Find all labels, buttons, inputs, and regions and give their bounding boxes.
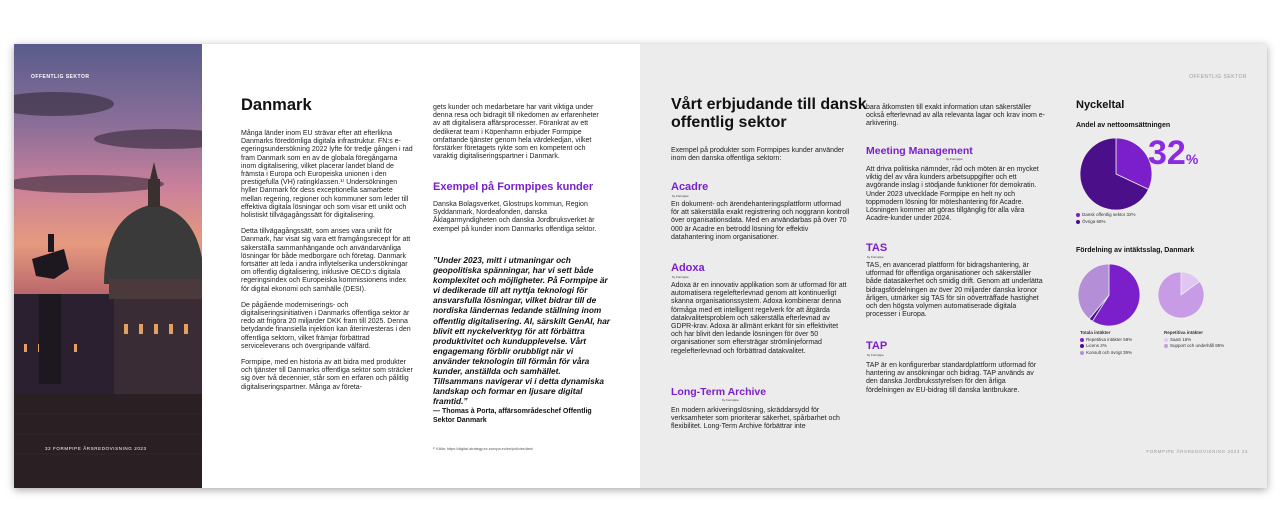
legend-label: SaaS 15% bbox=[1170, 336, 1192, 342]
paragraph: Formpipe, med en historia av att bidra med produkter och tjänster till Danmarks offentliga sektor som sträcker sig över två decennier, står som en erfaren och pålitlig digitaliseringspartner. Många av företa- bbox=[241, 359, 413, 391]
adoxa-text: Adoxa är en innovativ applikation som är utformad för att automatisera regelefterlevnad genom att kontinuerligt skanna organisationssystem. Adoxa kombinerar denna förmåga med ett intelligent regelverk för att åtgärda datakvalitetsproblem och säkerställa efterlevnad av GDPR-krav. Adoxa är allmänt erkänt för sin effektivitet och har blivit den ledande lösningen för över 50 organisationer som eftersträgar strömlinjeformad regelefterlevnad och förbättrad datakvalitet. bbox=[671, 282, 847, 355]
legend-swatch bbox=[1164, 338, 1168, 342]
tap-logo: TAP bbox=[866, 340, 888, 352]
meeting-management-logo: Meeting Management bbox=[866, 145, 973, 157]
legend-title: Totala intäkter bbox=[1080, 330, 1111, 335]
right-page bbox=[640, 44, 1267, 488]
tas-logo: TAS bbox=[866, 242, 888, 254]
kpi1-legend bbox=[1076, 212, 1135, 225]
left-column-2-intro: gets kunder och medarbetare har varit viktiga under denna resa och bidragit till rikedomen av erfarenheter av att digitalisera affärsprocesser. Förankrat av ett dedikerat team i Köpenhamn erbjuder Formpipe omfattande tjänster genom hela värdekedjan, vilket förstärker företagets rykte som en kompetent och varaktig digitaliseringspartner i Danmark. bbox=[433, 104, 599, 161]
long-term-archive-logo: Long-Term Archive bbox=[671, 386, 767, 398]
legend-label: Dansk offentlig sektor 32% bbox=[1082, 212, 1136, 217]
report-spread bbox=[14, 44, 1267, 488]
legend-swatch bbox=[1076, 220, 1080, 224]
kpi1-big-value: 32 bbox=[1148, 134, 1186, 172]
meeting-management-text: Att driva politiska nämnder, råd och möten är en mycket viktig del av våra kunders arbetsuppgifter och ett avgörande inslag i stödjande funktioner för demokratin. Under 2023 utvecklade Formpipe en helt ny och toppmodern lösning för möteshantering för Acadre. Lösningen kommer att göras tillgänglig för alla våra Acadre-kunder under 2024. bbox=[866, 166, 1039, 223]
legend-item bbox=[1080, 350, 1132, 357]
legend-swatch bbox=[1080, 338, 1084, 342]
legend-label: Licens 2% bbox=[1086, 343, 1107, 348]
tas-text: TAS, en avancerad plattform för bidragshantering, är utformad för offentliga organisationer och säkerställer både datasäkerhet och smidig drift. Genom att underlätta bidragsfördelningen av över 20 miljarder danska kronor årligen, utmärker sig TAS för sin oöverträffade hastighet och den högsta volymen automatiserade digitala processer i Europa. bbox=[866, 262, 1043, 319]
pullquote: ”Under 2023, mitt i utmaningar och geopolitiska spänningar, har vi sett både komplexitet och möjligheter. På Formpipe är vi dedikerade till att nyttja teknologi för ansvarsfulla lösningar, vilket bidrar till de nordiska ländernas ledande ställning inom offentlig digitalisering. AI, särskilt GenAI, har blivit ett nyckelverktyg för att förbättra produktivitet och kundupplevelse. Vårt engagemang förblir orubbligt när vi använder teknologin till förmån för våra kunder, anställda och samhället. Tillsammans navigerar vi i detta dynamiska landskap och formar en ljusare digital framtid.” bbox=[433, 255, 611, 407]
total-revenue-pie bbox=[1076, 262, 1142, 328]
quote-attribution: — Thomas à Porta, affärsområdeschef Offentlig Sektor Danmark bbox=[433, 408, 592, 424]
recurring-revenue-pie bbox=[1156, 270, 1206, 320]
left-page bbox=[14, 44, 640, 488]
legend-item bbox=[1076, 219, 1135, 226]
legend-label: Konsult och övrigt 39% bbox=[1086, 349, 1133, 355]
left-section-label: OFFENTLIG SEKTOR bbox=[31, 74, 90, 80]
right-page-footer: FORMPIPE ÅRSREDOVISNING 2023 33 bbox=[1146, 449, 1248, 454]
tap-text: TAP är en konfigurerbar standardplattform utformad för hantering av ansökningar och bidrag. TAP används av den danska Jordbruksstyrelsen för den årliga fördelningen av EU-bidrag till danska lantbrukare. bbox=[866, 362, 1037, 394]
by-formpipe: by Formpipe bbox=[722, 398, 739, 402]
right-intro: Exempel på produkter som Formpipes kunder använder inom den danska offentliga sektorn: bbox=[671, 147, 845, 163]
legend-swatch bbox=[1080, 344, 1084, 348]
left-title: Danmark bbox=[241, 96, 312, 114]
adoxa-logo: Adoxa bbox=[671, 262, 705, 274]
paragraph: Många länder inom EU strävar efter att efterlikna Danmarks föredömliga digitala infrastruktur. FN:s e-egeringsundersökning 2022 lyfte för tredje gången i rad fram Danmark som en av de globala föregångarna inom digitalisering, vilket placerar landet bland de främsta i Europa och Europeiska unionen i den prestigefulla (VH) ratingklassen.¹⁾ Undersökningen hyller Danmark för dess exceptionella samarbete mellan regering, regioner och kommuner som leder till effektiva digitala lösningar och som visar ett unikt och holistiskt tillvägagångssätt för digitalisering. bbox=[241, 130, 413, 220]
right-title: Vårt erbjudande till dansk offentlig sektor bbox=[671, 96, 867, 131]
footnote: ¹⁾ Källa: https://digital-strategy.ec.europa.eu/en/policies/desi bbox=[433, 447, 533, 451]
legend-label: Support och underhåll 85% bbox=[1170, 343, 1225, 348]
examples-text: Danska Bolagsverket, Glostrups kommun, Region Syddanmark, Nordeafonden, danska Åklagarmyndigheten och danska Jordbruksverket är exempel på kunder inom Danmarks offentliga sektor. bbox=[433, 201, 597, 233]
kpi1-subtitle: Andel av nettoomsättningen bbox=[1076, 122, 1171, 129]
kpi-title: Nyckeltal bbox=[1076, 99, 1125, 111]
right-section-label: OFFENTLIG SEKTOR bbox=[1189, 74, 1247, 80]
paragraph: Detta tillvägagångssätt, som anses vara unikt för Danmark, har visat sig vara ett framgångsrecept för att säkerställa sammanhängande och användarvänliga lösningar för både medborgare och företag. Danmark fortsätter att leda i andra inflytelserika undersökningar om offentlig digitalisering, inklusive OECD:s digitala regeringsindex och Europeiska kommissionens index för digital ekonomi och samhälle (DESI). bbox=[241, 228, 411, 293]
legend-swatch bbox=[1164, 344, 1168, 348]
by-formpipe: by Formpipe bbox=[867, 353, 884, 357]
kpi1-pct-sign: % bbox=[1185, 151, 1199, 167]
legend-title: Repetitiva intäkter bbox=[1164, 330, 1204, 335]
kpi2-subtitle: Fördelning av intäktsslag, Danmark bbox=[1076, 247, 1195, 254]
by-formpipe: by Formpipe bbox=[672, 194, 689, 198]
legend-label: Övriga 68% bbox=[1082, 218, 1106, 224]
by-formpipe: by Formpipe bbox=[946, 157, 963, 161]
long-term-archive-text: En modern arkiveringslösning, skräddarsydd för verksamheter som prioriterar säkerhet, spårbarhet och flexibilitet. Long-Term Archive förbättrar inte bbox=[671, 407, 840, 431]
by-formpipe: by Formpipe bbox=[867, 255, 884, 259]
by-formpipe: by Formpipe bbox=[672, 275, 689, 279]
kpi2-total-legend bbox=[1080, 330, 1132, 356]
legend-swatch bbox=[1080, 351, 1084, 355]
acadre-text: En dokument- och ärendehanteringsplattform utformad för att säkerställa exakt registrering och noggrann kontroll över organisationsdata. Med en användarbas på över 70 000 är Acadre en betrodd lösning för effektiv datahantering inom organisationer. bbox=[671, 201, 850, 241]
left-page-footer: 32 FORMPIPE ÅRSREDOVISNING 2023 bbox=[45, 446, 147, 451]
cathedral-photo bbox=[14, 44, 202, 488]
legend-label: Repetitiva intäkter 59% bbox=[1086, 336, 1133, 342]
acadre-logo: Acadre bbox=[671, 181, 709, 193]
revenue-share-pie bbox=[1076, 134, 1156, 214]
right-col2-intro: bara åtkomsten till exakt information utan säkerställer också efterlevnad av alla relevanta lagar och krav inom e-arkivering. bbox=[866, 104, 1045, 128]
left-column-1 bbox=[241, 130, 413, 400]
kpi2-recurring-legend bbox=[1164, 330, 1224, 350]
legend-item bbox=[1164, 343, 1224, 350]
kpi1-big-number bbox=[1148, 134, 1198, 178]
paragraph: De pågående moderniserings- och digitaliseringsinitiativen i Danmarks offentliga sektor är redo att frigöra 20 miljarder DKK fram till 2025. Denna betydande finansiella injektion kan återinvesteras i den offentliga sektorn, vilket främjar förbättrad serviceleverans och övergripande välfärd. bbox=[241, 301, 411, 350]
examples-heading: Exempel på Formpipes kunder bbox=[433, 181, 594, 193]
legend-swatch bbox=[1076, 213, 1080, 217]
